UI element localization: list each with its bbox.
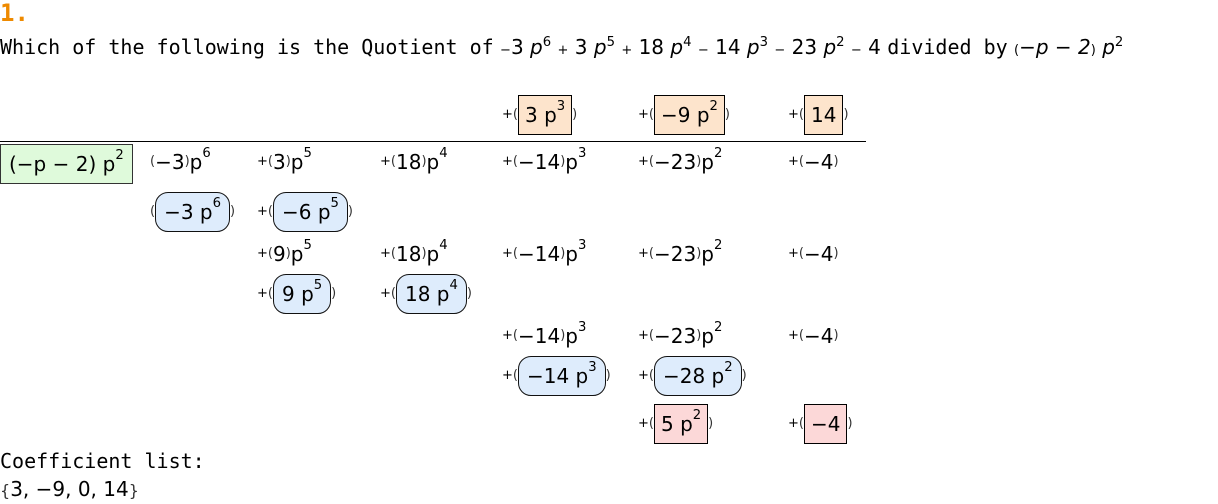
subtract-box: −6 p $^5$ xyxy=(273,192,348,232)
partial-term: + ( −23 ) p $^2$ xyxy=(638,238,723,266)
question-text xyxy=(0,33,1123,65)
subtract-term: ( −3 p $^6$ ) xyxy=(150,192,235,232)
dividend-expression: −3 $p^6 + 3$ $p^5 + 18$ $p^4 - 14$ $p^3 - 23$ $p^2 - 4$ xyxy=(500,35,881,59)
partial-term: + ( 9 ) p $^5$ xyxy=(257,238,312,266)
dividend-term: + ( −14 ) p $^3$ xyxy=(502,146,587,174)
partial-term: + ( −4 ) xyxy=(788,324,839,348)
subtract-box: −3 p $^6$ xyxy=(155,192,230,232)
dividend-term: + ( −23 ) p $^2$ xyxy=(638,146,723,174)
subtract-term: + ( 18 p $^4$ ) xyxy=(380,274,472,314)
subtract-box: 18 p $^4$ xyxy=(396,274,467,314)
quotient-box: 14 xyxy=(804,95,843,135)
question-number: 1. xyxy=(0,0,29,27)
subtract-box: −14 p $^3$ xyxy=(518,356,606,396)
quotient-term-2: + ( −9 p $^2$ ) xyxy=(638,95,730,135)
partial-term: + ( 18 ) p $^4$ xyxy=(380,238,448,266)
remainder-box: −4 xyxy=(804,404,847,444)
quotient-box: 3 p $^3$ xyxy=(518,95,572,135)
remainder-term: + ( −4 ) xyxy=(788,404,853,444)
subtract-box: 9 p $^5$ xyxy=(273,274,331,314)
partial-term: + ( −14 ) p $^3$ xyxy=(502,238,587,266)
subtract-box: −28 p $^2$ xyxy=(654,356,742,396)
answer-values: {3, −9, 0, 14} xyxy=(0,477,139,501)
subtract-term: + ( 9 p $^5$ ) xyxy=(257,274,336,314)
quotient-term-3: + ( 14 ) xyxy=(788,95,849,135)
quotient-box: −9 p $^2$ xyxy=(654,95,725,135)
divisor-expression: (−p − 2) $p^2$ xyxy=(1014,35,1124,59)
partial-term: + ( −14 ) p $^3$ xyxy=(502,320,587,348)
subtract-term: + ( −28 p $^2$ ) xyxy=(638,356,747,396)
dividend-term: + ( 18 ) p $^4$ xyxy=(380,146,448,174)
question-prompt: Which of the following is the Quotient of xyxy=(0,35,494,59)
partial-term: + ( −4 ) xyxy=(788,242,839,266)
dividend-term: ( −3 ) p $^6$ xyxy=(150,146,211,174)
dividend-term: + ( 3 ) p $^5$ xyxy=(257,146,312,174)
remainder-box: 5 p $^2$ xyxy=(654,404,708,444)
dividend-term: + ( −4 ) xyxy=(788,150,839,174)
subtract-term: + ( −14 p $^3$ ) xyxy=(502,356,611,396)
answer-label: Coefficient list: xyxy=(0,449,205,473)
partial-term: + ( −23 ) p $^2$ xyxy=(638,320,723,348)
division-bar xyxy=(0,141,866,142)
subtract-term: + ( −6 p $^5$ ) xyxy=(257,192,353,232)
divisor-label: (−p − 2) p $^2$ xyxy=(0,144,133,184)
remainder-term: + ( 5 p $^2$ ) xyxy=(638,404,713,444)
quotient-term-1: + ( 3 p $^3$ ) xyxy=(502,95,577,135)
divided-by-text: divided by xyxy=(887,35,1008,59)
